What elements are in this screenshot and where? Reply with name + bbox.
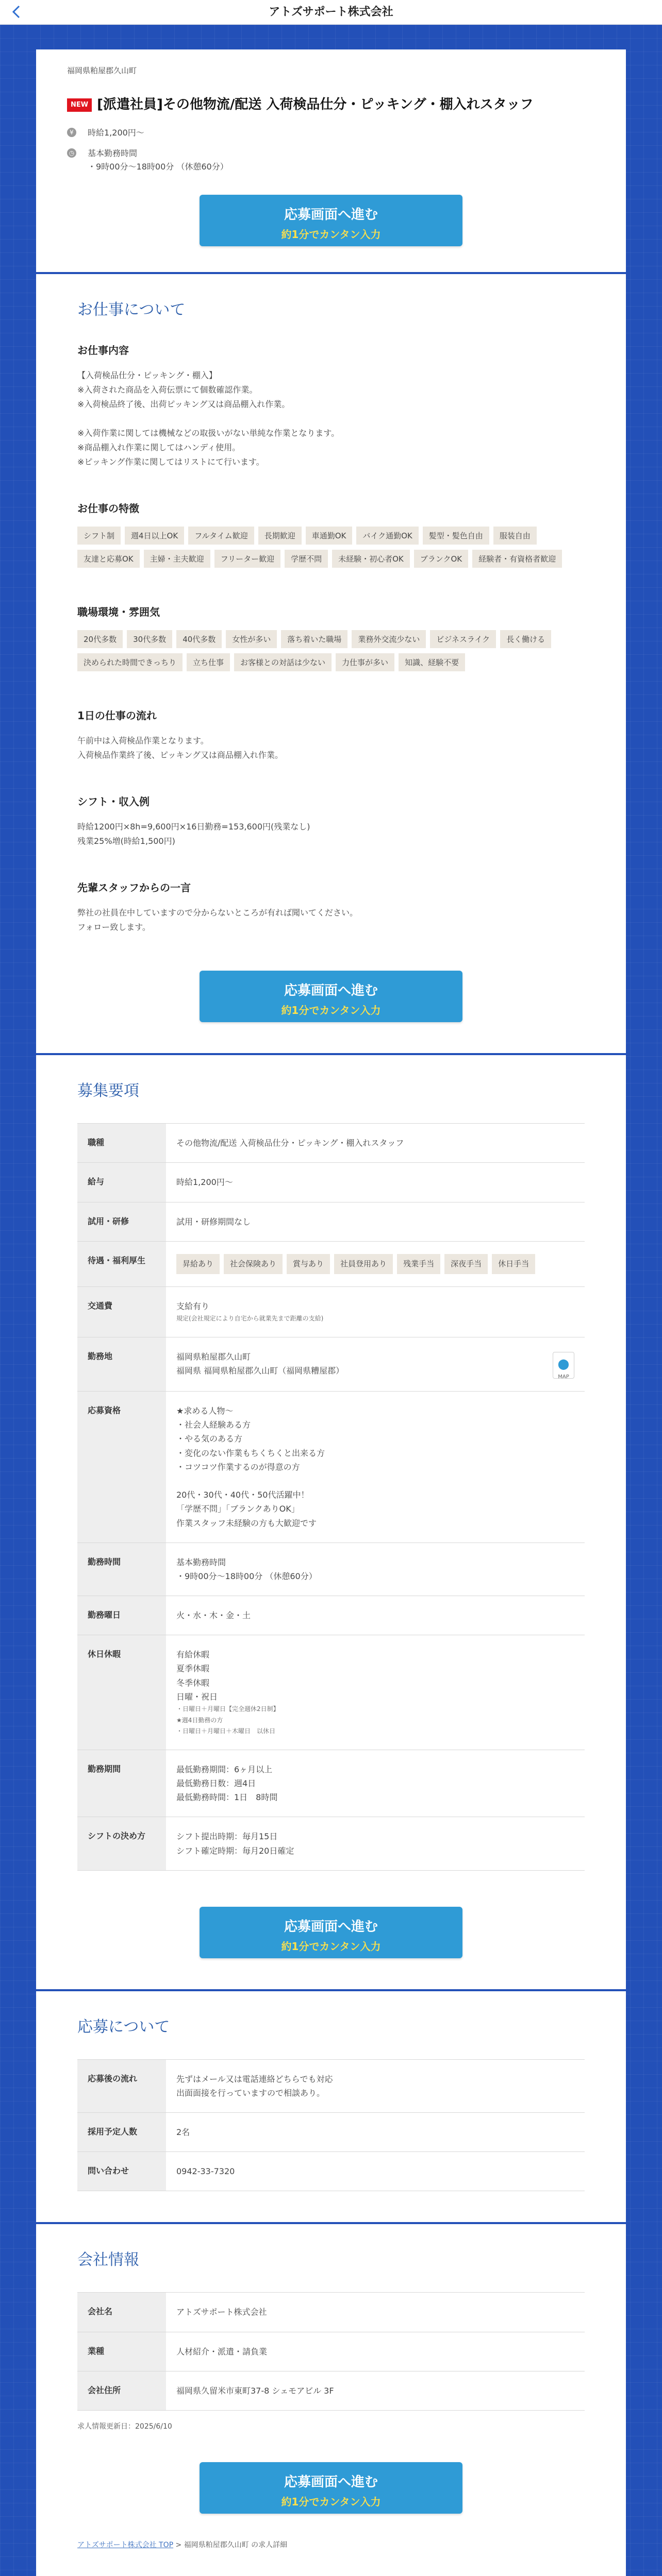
benefit-tag: 社員登用あり xyxy=(334,1254,393,1275)
benefit-tag: 深夜手当 xyxy=(444,1254,488,1275)
row-value: 福岡県久留米市東町37-8 シェモアビル 3F xyxy=(166,2371,585,2410)
table-row xyxy=(77,1817,585,1870)
feature-tag: 週4日以上OK xyxy=(125,527,184,545)
back-arrow-icon[interactable] xyxy=(8,3,26,21)
apply-button-label: 応募画面へ進む xyxy=(284,1919,378,1935)
benefit-tag: 賞与あり xyxy=(287,1254,330,1275)
staff-message-title: 先輩スタッフからの一言 xyxy=(77,882,191,894)
environment-tag: 女性が多い xyxy=(226,630,277,648)
company-heading: 会社情報 xyxy=(77,2251,139,2269)
features-tags xyxy=(77,527,585,568)
apply-info-table xyxy=(77,2059,585,2192)
apply-button[interactable] xyxy=(200,2462,462,2514)
row-label: 試用・研修 xyxy=(77,1202,166,1241)
clock-icon: ◷ xyxy=(67,148,76,158)
table-row xyxy=(77,1543,585,1596)
table-row xyxy=(77,2332,585,2371)
recruit-section xyxy=(36,1055,626,1991)
table-row xyxy=(77,1635,585,1750)
new-badge: NEW xyxy=(67,98,92,112)
apply-button[interactable] xyxy=(200,195,462,246)
feature-tag: 服装自由 xyxy=(493,527,537,545)
table-row xyxy=(77,1392,585,1543)
table-row xyxy=(77,1241,585,1287)
job-summary xyxy=(36,49,626,274)
row-label: 勤務地 xyxy=(77,1337,166,1392)
apply-button-label: 応募画面へ進む xyxy=(284,207,378,223)
row-label: 応募後の流れ xyxy=(77,2059,166,2112)
holiday-note: ・日曜日＋月曜日【完全週休2日制】 ★週4日勤務の方 ・日曜日＋月曜日＋木曜日 以休日 xyxy=(176,1705,279,1735)
page-background xyxy=(0,25,662,2576)
recruit-table xyxy=(77,1123,585,1871)
benefit-tag: 社会保険あり xyxy=(224,1254,283,1275)
row-label: 待遇・福利厚生 xyxy=(77,1241,166,1287)
place-value: 福岡県粕屋郡久山町 福岡県 福岡県粕屋郡久山町（福岡県糟屋郡） xyxy=(176,1352,344,1376)
environment-tag: 力仕事が多い xyxy=(336,653,394,671)
apply-info-section xyxy=(36,1991,626,2225)
company-title: アトズサポート株式会社 xyxy=(269,6,393,19)
holiday-value: 有給休暇 夏季休暇 冬季休暇 日曜・祝日 xyxy=(176,1650,218,1702)
feature-tag: 長期歓迎 xyxy=(258,527,302,545)
row-value: 時給1,200円〜 xyxy=(166,1163,585,1202)
breadcrumb-home-link[interactable]: アトズサポート株式会社 TOP xyxy=(77,2541,174,2550)
environment-tag: ビジネスライク xyxy=(430,630,496,648)
table-row xyxy=(77,2371,585,2410)
content-text: 【入荷検品仕分・ピッキング・棚入】 ※入荷された商品を入荷伝票にて個数確認作業。 ※入荷検品終了後、出荷ピッキング又は商品棚入れ作業。 ※入荷作業に関しては機械などの取扱いがない単純な作業となります。 ※商品棚入れ作業に関してはハンディ使用。 ※ピッキング作業に関してはリストにて行います。 xyxy=(77,370,340,467)
row-value: 基本勤務時間 ・9時00分〜18時00分 （休憩60分） xyxy=(166,1543,585,1596)
row-label: 勤務時間 xyxy=(77,1543,166,1596)
environment-tag: お客様との対話は少ない xyxy=(234,653,332,671)
apply-button-sub: 約1分でカンタン入力 xyxy=(281,1940,381,1953)
environment-tag: 長く働ける xyxy=(500,630,551,648)
environment-tag: 決められた時間できっちり xyxy=(77,653,183,671)
benefit-tag: 昇給あり xyxy=(176,1254,220,1275)
environment-tags xyxy=(77,630,585,671)
environment-tag: 知識、経験不要 xyxy=(399,653,465,671)
recruit-heading: 募集要項 xyxy=(77,1082,139,1100)
table-row xyxy=(77,1202,585,1241)
environment-tag: 20代多数 xyxy=(77,630,123,648)
feature-tag: フリーター歓迎 xyxy=(214,550,280,568)
table-row xyxy=(77,2059,585,2112)
about-heading: お仕事について xyxy=(77,301,186,319)
apply-button-sub: 約1分でカンタン入力 xyxy=(281,2496,381,2509)
row-value xyxy=(166,1337,585,1392)
feature-tag: 主婦・主夫歓迎 xyxy=(144,550,210,568)
row-label: 交通費 xyxy=(77,1287,166,1337)
apply-info-heading: 応募について xyxy=(77,2018,170,2036)
apply-button[interactable] xyxy=(200,1907,462,1958)
salary-text: 時給1,200円〜 xyxy=(88,128,144,138)
flow-text: 午前中は入荷検品作業となります。 入荷検品作業終了後、ピッキング又は商品棚入れ作業。 xyxy=(77,736,283,760)
map-pin-icon: ⬤ xyxy=(557,1358,570,1370)
table-row xyxy=(77,1287,585,1337)
table-row xyxy=(77,2293,585,2332)
table-row xyxy=(77,1750,585,1817)
transport-value: 支給有り xyxy=(176,1301,210,1312)
feature-tag: 経験者・有資格者歓迎 xyxy=(472,550,562,568)
shift-text: 時給1200円×8h=9,600円×16日勤務=153,600円(残業なし) 残業25%増(時給1,500円) xyxy=(77,822,310,846)
row-label: 給与 xyxy=(77,1163,166,1202)
top-bar xyxy=(0,0,662,25)
row-label: 業種 xyxy=(77,2332,166,2371)
row-value xyxy=(166,1241,585,1287)
transport-note: 規定(会社規定により自宅から就業先まで距離の支給) xyxy=(176,1315,324,1323)
feature-tag: フルタイム歓迎 xyxy=(188,527,254,545)
staff-message-text: 弊社の社員在中していますので分からないところが有れば聞いてください。 フォロー致します。 xyxy=(77,908,358,933)
environment-tag: 立ち仕事 xyxy=(187,653,230,671)
feature-tag: シフト制 xyxy=(77,527,121,545)
map-label: MAP xyxy=(558,1374,569,1380)
environment-tag: 落ち着いた職場 xyxy=(281,630,347,648)
breadcrumb xyxy=(77,2539,585,2550)
feature-tag: 未経験・初心者OK xyxy=(332,550,410,568)
table-row xyxy=(77,2113,585,2152)
row-value: 火・水・木・金・土 xyxy=(166,1596,585,1635)
apply-button-label: 応募画面へ進む xyxy=(284,983,378,999)
row-label: 勤務期間 xyxy=(77,1750,166,1817)
hours-row xyxy=(67,147,595,173)
row-value: その他物流/配送 入荷検品仕分・ピッキング・棚入れスタッフ xyxy=(166,1124,585,1163)
shift-title: シフト・収入例 xyxy=(77,795,150,808)
updated-date: 求人情報更新日：2025/6/10 xyxy=(77,2422,172,2431)
feature-tag: 髪型・髪色自由 xyxy=(423,527,489,545)
row-value xyxy=(166,1287,585,1337)
row-value: 最低勤務期間：6ヶ月以上 最低勤務日数：週4日 最低勤務時間：1日 8時間 xyxy=(166,1750,585,1817)
hours-text: 基本勤務時間 ・9時00分〜18時00分 （休憩60分） xyxy=(88,148,228,172)
row-value: ★求める人物〜 ・社会人経験ある方 ・やる気のある方 ・変化のない作業もちくちくと出来る方 ・コツコツ作業するのが得意の方 20代・30代・40代・50代活躍中！ 「学歴不問」「ブランクありOK」 作業スタッフ未経験の方も大歓迎です xyxy=(166,1392,585,1543)
row-label: 会社名 xyxy=(77,2293,166,2332)
job-title xyxy=(67,95,595,114)
feature-tag: 学歴不問 xyxy=(285,550,328,568)
apply-button-sub: 約1分でカンタン入力 xyxy=(281,1004,381,1017)
environment-tag: 30代多数 xyxy=(127,630,172,648)
job-title-text: [派遣社員]その他物流/配送 入荷検品仕分・ピッキング・棚入れスタッフ xyxy=(97,97,534,112)
row-value: 先ずはメール又は電話連絡どちらでも対応 出面面接を行っていますので相談あり。 xyxy=(166,2059,585,2112)
row-label: 職種 xyxy=(77,1124,166,1163)
row-label: 会社住所 xyxy=(77,2371,166,2410)
apply-button-label: 応募画面へ進む xyxy=(284,2475,378,2490)
row-value: シフト提出時期：毎月15日 シフト確定時期：毎月20日確定 xyxy=(166,1817,585,1870)
table-row xyxy=(77,1337,585,1392)
row-label: 応募資格 xyxy=(77,1392,166,1543)
job-panel xyxy=(36,49,626,2576)
about-section xyxy=(36,274,626,1055)
content-title: お仕事内容 xyxy=(77,344,129,357)
table-row xyxy=(77,1163,585,1202)
feature-tag: ブランクOK xyxy=(414,550,468,568)
environment-tag: 業務外交流少ない xyxy=(352,630,426,648)
flow-title: 1日の仕事の流れ xyxy=(77,709,157,722)
apply-button[interactable] xyxy=(200,971,462,1022)
salary-row xyxy=(67,126,595,140)
row-value xyxy=(166,1635,585,1750)
company-table xyxy=(77,2292,585,2411)
breadcrumb-current: 福岡県粕屋郡久山町 の求人詳細 xyxy=(184,2541,288,2550)
map-button[interactable] xyxy=(553,1352,574,1379)
row-value: アトズサポート株式会社 xyxy=(166,2293,585,2332)
job-location: 福岡県粕屋郡久山町 xyxy=(67,66,137,75)
apply-button-sub: 約1分でカンタン入力 xyxy=(281,228,381,241)
row-label: 勤務曜日 xyxy=(77,1596,166,1635)
company-section xyxy=(36,2224,626,2576)
row-value: 人材紹介・派遣・請負業 xyxy=(166,2332,585,2371)
environment-title: 職場環境・雰囲気 xyxy=(77,606,160,619)
feature-tag: 車通勤OK xyxy=(306,527,353,545)
features-title: お仕事の特徴 xyxy=(77,502,139,515)
contact-phone[interactable]: 0942-33-7320 xyxy=(166,2152,585,2191)
table-row xyxy=(77,1124,585,1163)
feature-tag: バイク通勤OK xyxy=(356,527,418,545)
row-label: 休日休暇 xyxy=(77,1635,166,1750)
benefit-tag: 残業手当 xyxy=(397,1254,440,1275)
table-row xyxy=(77,1596,585,1635)
row-label: 問い合わせ xyxy=(77,2152,166,2191)
feature-tag: 友達と応募OK xyxy=(77,550,140,568)
table-row xyxy=(77,2152,585,2191)
yen-icon: ¥ xyxy=(67,128,76,137)
row-label: 採用予定人数 xyxy=(77,2113,166,2152)
benefit-tag: 休日手当 xyxy=(492,1254,535,1275)
row-value: 試用・研修期間なし xyxy=(166,1202,585,1241)
environment-tag: 40代多数 xyxy=(176,630,222,648)
row-label: シフトの決め方 xyxy=(77,1817,166,1870)
breadcrumb-separator: > xyxy=(175,2541,182,2550)
row-value: 2名 xyxy=(166,2113,585,2152)
